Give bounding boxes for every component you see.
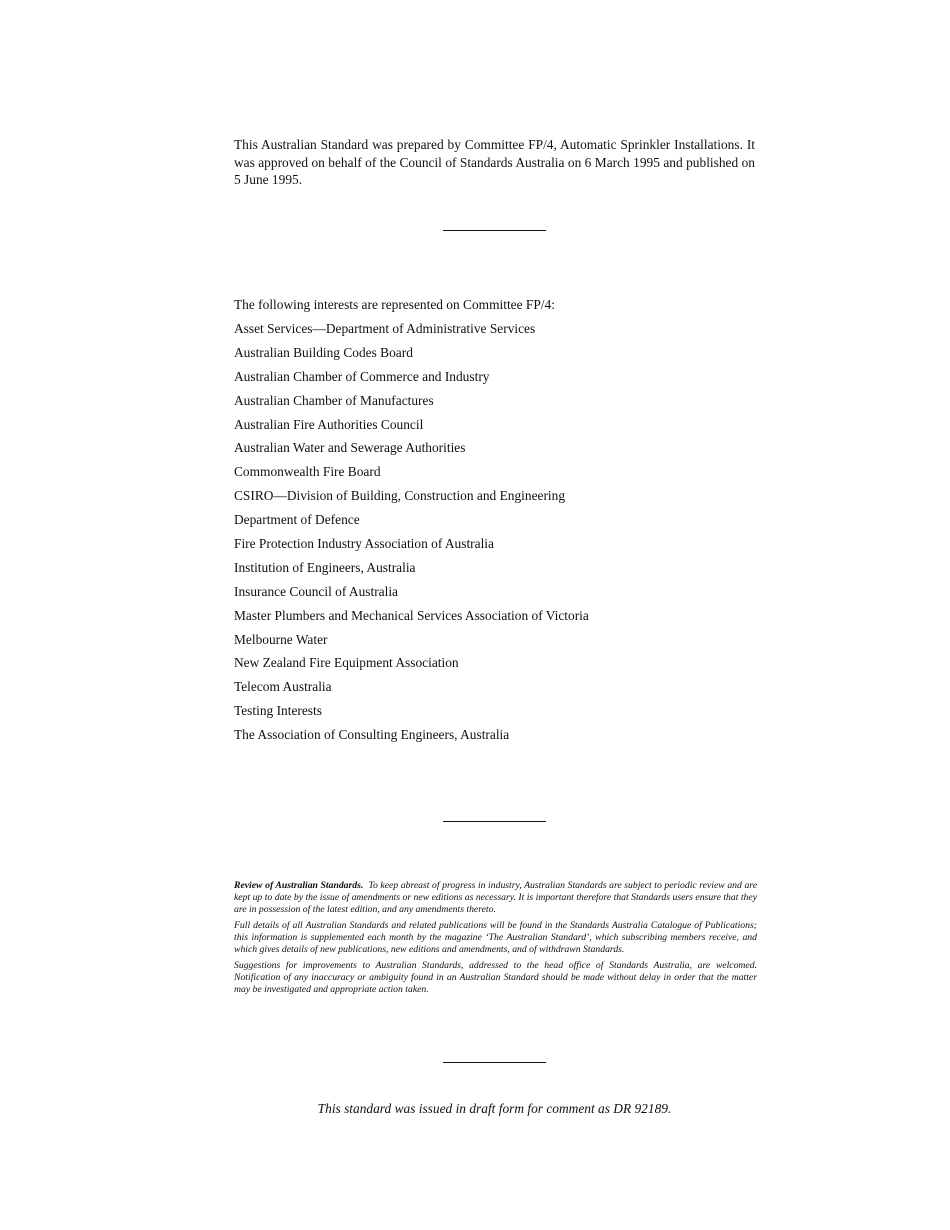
review-paragraph: Suggestions for improvements to Australian Standards, addressed to the head office of Standards Australia, are welcomed. Notification of any inaccuracy or ambiguity found in an Australian Standard should be made without delay in order that the matter may be investigated and appropriate action taken.: [234, 959, 757, 995]
committee-member: Australian Chamber of Commerce and Industry: [234, 368, 490, 384]
preparation-note: This Australian Standard was prepared by Committee FP/4, Automatic Sprinkler Installations. It was approved on behalf of the Council of Standards Australia on 6 March 1995 and published on 5 June 1995.: [234, 137, 755, 187]
committee-member: Australian Water and Sewerage Authorities: [234, 440, 466, 456]
committee-member: Asset Services—Department of Administrative Services: [234, 321, 536, 336]
committee-member: Australian Fire Authorities Council: [234, 416, 424, 432]
committee-member: The Association of Consulting Engineers, Australia: [234, 727, 510, 743]
review-text: To keep abreast of progress in industry, Australian Standards are subject to periodic review and are kept up to date by the issue of amendments or new editions as necessary. It is important therefore that Standards users ensure that they are in possession of the latest edition, and any amendments thereto.: [234, 880, 757, 915]
draft-note: This standard was issued in draft form for comment as DR 92189.: [317, 1101, 672, 1116]
review-lead: Review of Australian Standards.: [234, 880, 364, 891]
committee-member: New Zealand Fire Equipment Association: [234, 655, 459, 671]
review-notice: [234, 880, 757, 1000]
committee-member-list: [234, 320, 589, 750]
committee-member: Insurance Council of Australia: [234, 583, 398, 599]
committee-member: Institution of Engineers, Australia: [234, 559, 416, 575]
committee-member: Telecom Australia: [234, 679, 332, 695]
committee-member: Master Plumbers and Mechanical Services Association of Victoria: [234, 607, 589, 623]
committee-member: Commonwealth Fire Board: [234, 464, 381, 480]
review-paragraph: Full details of all Australian Standards and related publications will be found in the Standards Australia Catalogue of Publications; this information is supplemented each month by the magazine ‘The Australian Standard’, which subscribing members receive, and which gives details of new publications, new editions and amendments, and of withdrawn Standards.: [234, 919, 757, 955]
committee-member: Department of Defence: [234, 512, 360, 528]
committee-member: Melbourne Water: [234, 631, 328, 647]
committee-member: Fire Protection Industry Association of Australia: [234, 536, 494, 552]
committee-member: Australian Chamber of Manufactures: [234, 392, 434, 408]
committee-member: CSIRO—Division of Building, Construction and Engineering: [234, 488, 566, 504]
review-paragraph: [234, 880, 757, 916]
divider-rule: [443, 1062, 546, 1063]
committee-member: Testing Interests: [234, 703, 322, 719]
divider-rule: [443, 230, 546, 231]
committee-intro: The following interests are represented on Committee FP/4:: [234, 297, 555, 312]
committee-member: Australian Building Codes Board: [234, 344, 413, 360]
divider-rule: [443, 821, 546, 822]
